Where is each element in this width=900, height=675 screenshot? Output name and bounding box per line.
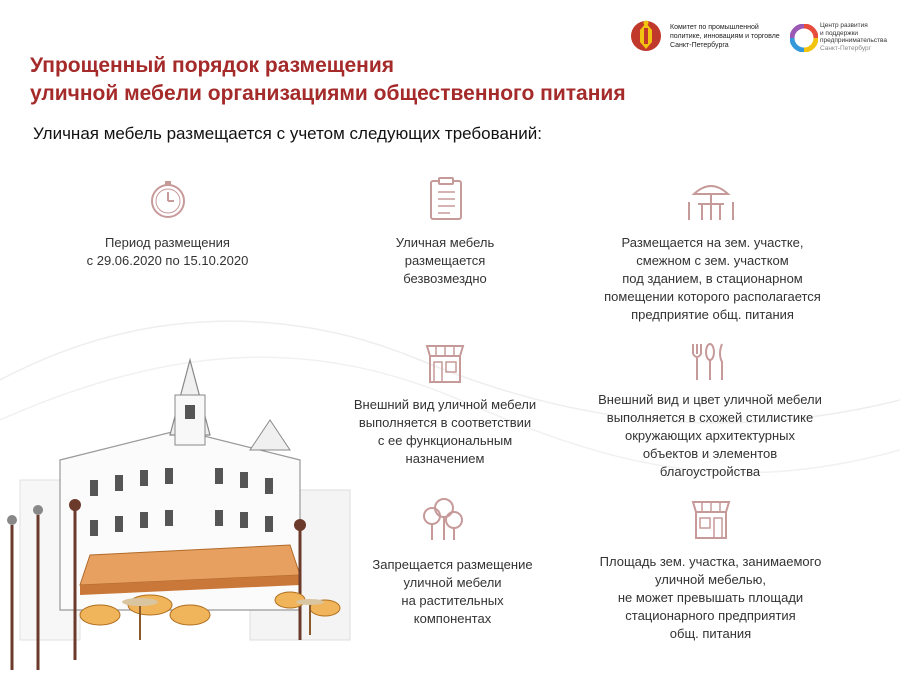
item-free-line: безвозмездно — [403, 271, 487, 286]
shop-icon — [690, 498, 732, 540]
item-appearance-line: с ее функциональным — [377, 433, 513, 448]
item-area — [588, 553, 833, 643]
item-area-line: Площадь зем. участка, занимаемого — [599, 554, 822, 569]
item-area-line: стационарного предприятия — [625, 608, 796, 623]
item-area-line: общ. питания — [669, 626, 752, 641]
item-free-line: Уличная мебель — [395, 235, 495, 250]
title-line-2: уличной мебели организациями общественного питания — [30, 82, 626, 105]
item-style-line: объектов и элементов — [642, 446, 778, 461]
item-area-line: уличной мебелью, — [655, 572, 766, 587]
center-line-1: Центр развития — [820, 22, 868, 29]
item-period-line: с 29.06.2020 по 15.10.2020 — [86, 253, 249, 268]
item-location-line: Размещается на зем. участке, — [621, 235, 804, 250]
item-style — [585, 391, 835, 481]
item-location — [590, 234, 835, 324]
center-logo-icon — [790, 24, 818, 52]
page-subtitle: Уличная мебель размещается с учетом следующих требований: — [33, 124, 543, 143]
center-line-2: и поддержки — [820, 29, 859, 37]
center-name — [820, 22, 900, 52]
committee-line-1: Комитет по промышленной — [670, 24, 759, 31]
item-style-line: окружающих архитектурных — [624, 428, 796, 443]
cafe-table-icon — [686, 178, 736, 222]
item-style-line: Внешний вид и цвет уличной мебели — [598, 392, 822, 407]
building-illustration — [0, 340, 360, 675]
item-style-line: выполняется в схожей стилистике — [606, 410, 814, 425]
item-location-line: смежном с зем. участком — [636, 253, 789, 268]
clock-icon — [148, 180, 188, 220]
coat-of-arms-icon — [630, 18, 662, 54]
item-appearance-line: назначением — [405, 451, 485, 466]
committee-name — [670, 23, 780, 50]
item-style-line: благоустройства — [659, 464, 761, 479]
storefront-icon — [424, 342, 466, 384]
item-appearance-line: выполняется в соответствии — [358, 415, 532, 430]
committee-logo — [630, 18, 780, 58]
item-location-line: предприятие общ. питания — [631, 307, 794, 322]
center-line-4: Санкт-Петербург — [820, 44, 871, 52]
center-logo — [790, 22, 895, 62]
item-period — [60, 234, 275, 270]
cutlery-icon — [688, 342, 728, 382]
item-forbidden-line: на растительных — [401, 593, 504, 608]
item-forbidden-line: компонентах — [413, 611, 492, 626]
item-location-line: под зданием, в стационарном — [622, 271, 803, 286]
trees-icon — [418, 496, 466, 544]
item-forbidden-line: Запрещается размещение — [372, 557, 533, 572]
item-forbidden — [355, 556, 550, 628]
item-area-line: не может превышать площади — [617, 590, 804, 605]
title-line-1: Упрощенный порядок размещения — [30, 54, 395, 77]
item-appearance-line: Внешний вид уличной мебели — [353, 397, 537, 412]
committee-line-2: политике, инновациям и торговле — [670, 33, 780, 40]
item-period-line: Период размещения — [105, 235, 230, 250]
page-title — [30, 52, 626, 108]
item-location-line: помещении которого располагается — [604, 289, 821, 304]
center-line-3: предпринимательства — [820, 37, 888, 44]
item-free — [360, 234, 530, 288]
item-appearance — [340, 396, 550, 468]
item-free-line: размещается — [404, 253, 486, 268]
item-forbidden-line: уличной мебели — [403, 575, 502, 590]
checklist-icon — [428, 176, 464, 222]
committee-line-3: Санкт-Петербурга — [670, 42, 729, 49]
